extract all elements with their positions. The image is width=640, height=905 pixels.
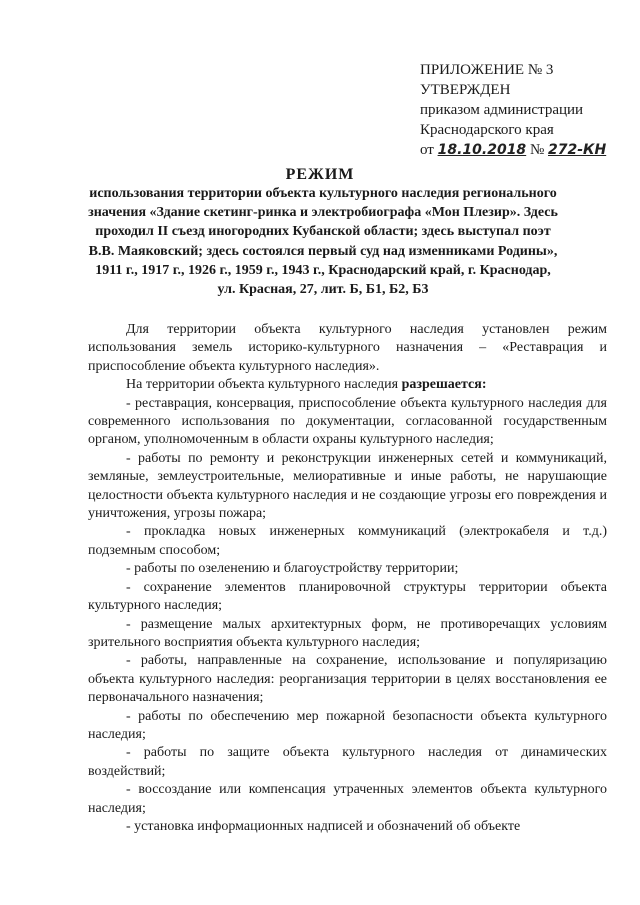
document-body [88, 321, 607, 836]
list-item: - работы по ремонту и реконструкции инженерных сетей и коммуникаций, земляные, землеустроительные, мелиоративные и иные работы, не нарушающие целостности объекта культурного наследия и не создающие угрозы его повреждения и уничтожения, угрозы пожара; [88, 450, 607, 522]
list-item: - реставрация, консервация, приспособление объекта культурного наследия для современного использования по документации, согласованной государственным органом, уполномоченным в области охраны культурного наследия; [88, 395, 607, 448]
list-item: - размещение малых архитектурных форм, не противоречащих условиям зрительного восприятия объекта культурного наследия; [88, 616, 607, 650]
intro-paragraph: Для территории объекта культурного наследия установлен режим использования земель историко-культурного назначения – «Реставрация и приспособление объекта культурного наследия». [88, 322, 607, 374]
approval-block [420, 60, 630, 160]
approved-label: УТВЕРЖДЕН [420, 82, 511, 98]
handwritten-number: 272-КН [548, 142, 607, 158]
order-date-number [420, 140, 630, 160]
handwritten-date: 18.10.2018 [437, 142, 527, 158]
list-item: - работы по обеспечению мер пожарной безопасности объекта культурного наследия; [88, 708, 607, 742]
list-item: - прокладка новых инженерных коммуникаций (электрокабеля и т.д.) подземным способом; [88, 524, 607, 558]
document-title: РЕЖИМ [285, 166, 355, 183]
appendix-label: ПРИЛОЖЕНИЕ № 3 [420, 62, 554, 78]
allowed-heading-text: На территории объекта культурного наследия [126, 377, 402, 393]
list-item: - воссоздание или компенсация утраченных элементов объекта культурного наследия; [88, 782, 607, 816]
allowed-heading [88, 376, 607, 394]
order-label: приказом администрации [420, 102, 584, 118]
list-item: - работы, направленные на сохранение, использование и популяризацию объекта культурного наследия: реорганизация территории в целях восстановления ее первоначального назначения; [88, 653, 607, 706]
allowed-heading-bold: разрешается: [401, 377, 487, 393]
date-prefix: от [420, 142, 434, 158]
administration-label: Краснодарского края [420, 122, 554, 138]
list-item: - работы по озеленению и благоустройству территории; [126, 561, 459, 577]
list-item: - установка информационных надписей и обозначений об объекте [126, 818, 521, 834]
list-item: - работы по защите объекта культурного наследия от динамических воздействий; [88, 745, 607, 779]
document-subtitle: использования территории объекта культурного наследия регионального значения «Здание скетинг-ринка и электробиографа «Мон Плезир». Здесь проходил II съезд иногородних Кубанской области; здесь выступал поэт В.В. Маяковский; здесь состоялся первый суд над изменниками Родины», 1911 г., 1917 г., 1926 г., 1959 г., 1943 г., Краснодарский край, г. Краснодар, ул. Красная, 27, лит. Б, Б1, Б2, Б3 [88, 186, 558, 298]
list-item: - сохранение элементов планировочной структуры территории объекта культурного наследия; [88, 579, 607, 614]
number-sign: № [529, 142, 545, 158]
